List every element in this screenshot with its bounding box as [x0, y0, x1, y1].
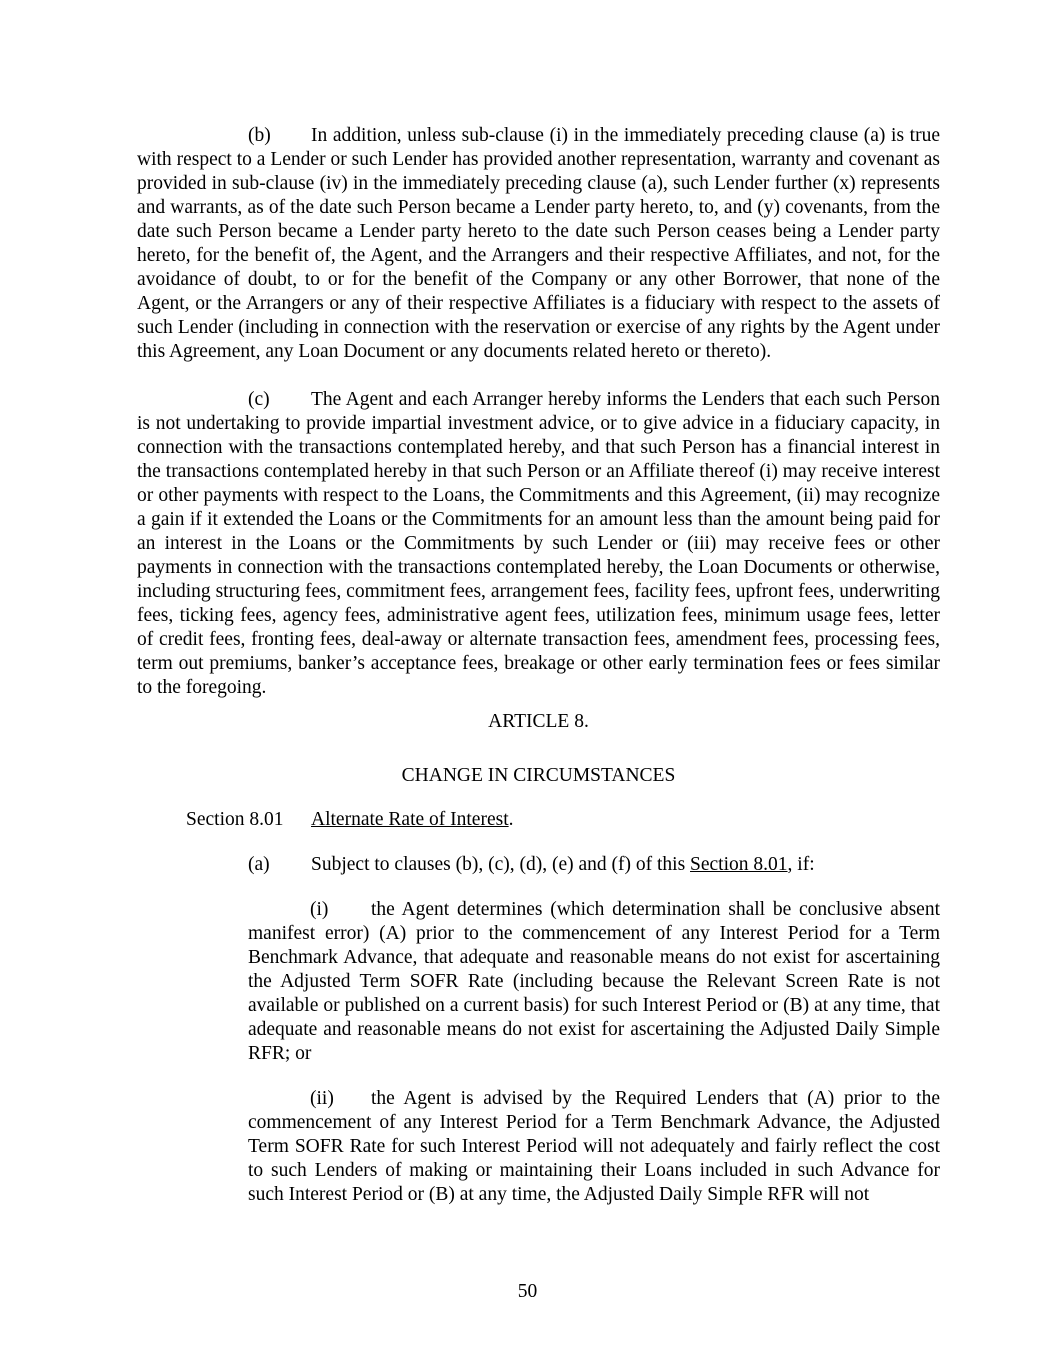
subclause-ii	[248, 1087, 940, 1207]
document-page	[137, 124, 940, 1207]
paragraph-c	[137, 388, 940, 700]
clause-a-label: (a)	[248, 854, 270, 875]
paragraph-b	[137, 124, 940, 364]
section-number: Section 8.01	[186, 809, 284, 830]
article-heading: ARTICLE 8.	[488, 711, 589, 732]
clause-a-text-before: Subject to clauses (b), (c), (d), (e) and (f) of this	[311, 854, 691, 875]
section-title: Alternate Rate of Interest	[311, 809, 509, 830]
subclause-block	[248, 898, 940, 1207]
article-title: CHANGE IN CIRCUMSTANCES	[401, 765, 676, 786]
clause-a	[137, 853, 940, 877]
subclause-ii-text: the Agent is advised by the Required Lenders that (A) prior to the commencement of any Interest Period for a Term Benchmark Advance, the Adjusted Term SOFR Rate for such Interest Period will not adequately and fairly reflect the cost to such Lenders of making or maintaining their Loans included in such Advance for such Interest Period or (B) at any time, the Adjusted Daily Simple RFR will not	[248, 1088, 940, 1205]
paragraph-c-text: The Agent and each Arranger hereby informs the Lenders that each such Person is not undertaking to provide impartial investment advice, or to give advice in a fiduciary capacity, in connection with the transactions contemplated hereby, and that such Person has a financial interest in the transactions contemplated hereby in that such Person or an Affiliate thereof (i) may receive interest or other payments with respect to the Loans, the Commitments and this Agreement, (ii) may recognize a gain if it extended the Loans or the Commitments for an amount less than the amount being paid for an interest in the Loans or the Commitments by such Lender or (iii) may receive fees or other payments in connection with the transactions contemplated hereby, the Loan Documents or otherwise, including structuring fees, commitment fees, arrangement fees, facility fees, upfront fees, underwriting fees, ticking fees, agency fees, administrative agent fees, utilization fees, minimum usage fees, letter of credit fees, fronting fees, deal-away or alternate transaction fees, amendment fees, processing fees, term out premiums, banker’s acceptance fees, breakage or other early termination fees or fees similar to the foregoing.	[137, 389, 940, 698]
paragraph-b-label: (b)	[248, 125, 271, 146]
page-number: 50	[517, 1281, 538, 1302]
subclause-ii-label: (ii)	[310, 1088, 334, 1109]
subclause-i	[248, 898, 940, 1066]
section-title-suffix: .	[508, 809, 514, 830]
paragraph-c-label: (c)	[248, 389, 270, 410]
subclause-i-label: (i)	[310, 899, 329, 920]
section-heading	[137, 808, 940, 832]
paragraph-b-text: In addition, unless sub-clause (i) in the immediately preceding clause (a) is true with respect to a Lender or such Lender has provided another representation, warranty and covenant as provided in sub-clause (iv) in the immediately preceding clause (a), such Lender further (x) represents and warrants, as of the date such Person became a Lender party hereto, to, and (y) covenants, from the date such Person became a Lender party hereto to the date such Person ceases being a Lender party hereto, for the benefit of, the Agent, and the Arrangers and their respective Affiliates, and not, for the avoidance of doubt, to or for the benefit of the Company or any other Borrower, that none of the Agent, or the Arrangers or any of their respective Affiliates is a fiduciary with respect to the assets of such Lender (including in connection with the reservation or exercise of any rights by the Agent under this Agreement, any Loan Document or any documents related hereto or thereto).	[137, 125, 940, 362]
section-reference-link[interactable]: Section 8.01	[690, 854, 788, 875]
subclause-i-text: the Agent determines (which determination shall be conclusive absent manifest error) (A) prior to the commencement of any Interest Period for a Term Benchmark Advance, that adequate and reasonable means do not exist for ascertaining the Adjusted Term SOFR Rate (including because the Relevant Screen Rate is not available or published on a current basis) for such Interest Period or (B) at any time, that adequate and reasonable means do not exist for ascertaining the Adjusted Daily Simple RFR; or	[248, 899, 940, 1064]
clause-a-text-after: , if:	[787, 854, 815, 875]
